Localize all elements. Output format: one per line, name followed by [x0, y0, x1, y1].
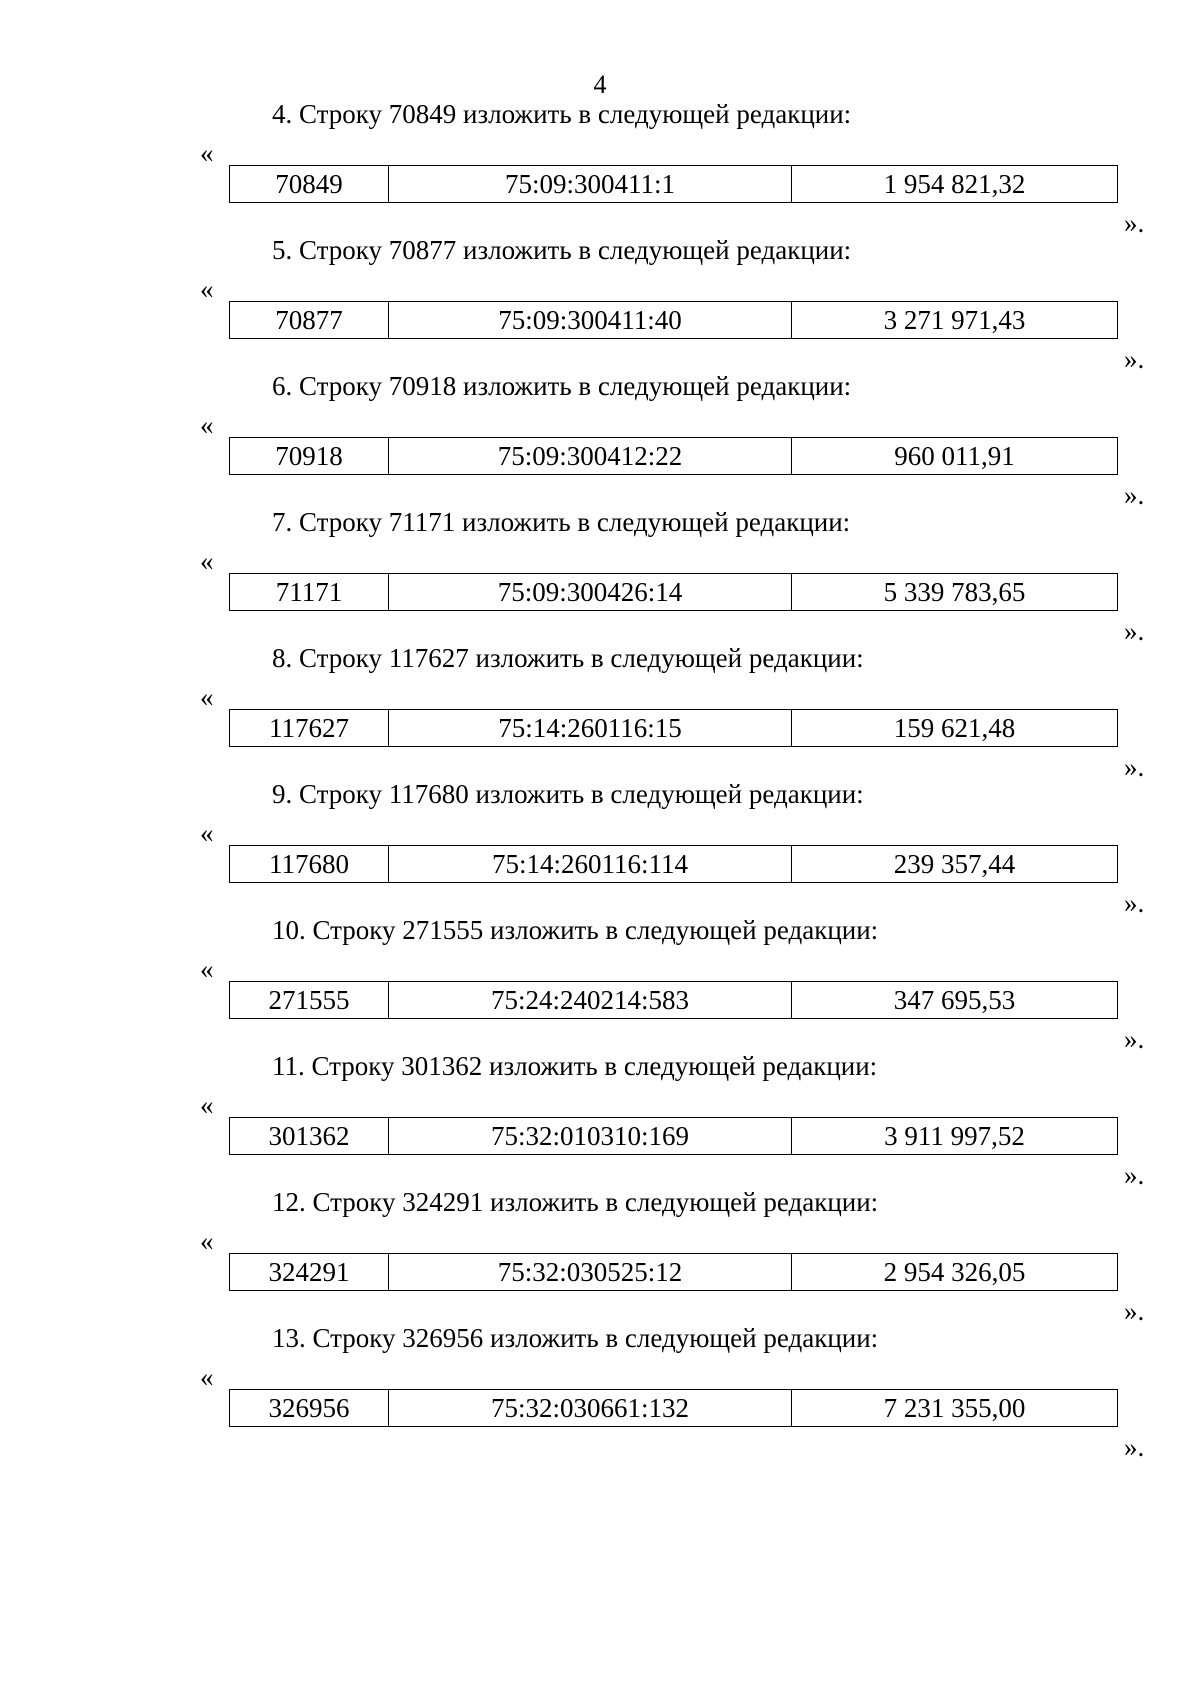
amendment-row-table: [229, 1253, 1118, 1291]
value-cell: 5 339 783,65: [792, 574, 1118, 611]
table-row: [230, 846, 1118, 883]
cadastral-number-cell: 75:32:010310:169: [389, 1118, 792, 1155]
amendment-row-table: [229, 981, 1118, 1019]
cadastral-number-cell: 75:32:030661:132: [389, 1390, 792, 1427]
cadastral-number-cell: 75:32:030525:12: [389, 1254, 792, 1291]
opening-quote: «: [200, 954, 214, 984]
cadastral-number-cell: 75:14:260116:114: [389, 846, 792, 883]
cadastral-number-cell: 75:09:300411:1: [389, 166, 792, 203]
amendment-item: [0, 234, 1200, 374]
amendment-instruction: 6. Строку 70918 изложить в следующей редакции:: [272, 371, 852, 401]
amendment-instruction: 9. Строку 117680 изложить в следующей редакции:: [272, 779, 864, 809]
value-cell: 2 954 326,05: [792, 1254, 1118, 1291]
table-row: [230, 302, 1118, 339]
value-cell: 7 231 355,00: [792, 1390, 1118, 1427]
amendment-item: [0, 778, 1200, 918]
row-number-cell: 70918: [230, 438, 389, 475]
opening-quote: «: [200, 1362, 214, 1392]
row-number-cell: 70877: [230, 302, 389, 339]
value-cell: 3 911 997,52: [792, 1118, 1118, 1155]
amendment-row-table: [229, 1389, 1118, 1427]
closing-quote: ».: [1124, 752, 1145, 782]
value-cell: 239 357,44: [792, 846, 1118, 883]
closing-quote: ».: [1124, 1160, 1145, 1190]
amendment-row-table: [229, 165, 1118, 203]
value-cell: 1 954 821,32: [792, 166, 1118, 203]
table-row: [230, 438, 1118, 475]
amendment-instruction: 13. Строку 326956 изложить в следующей редакции:: [272, 1323, 879, 1353]
opening-quote: «: [200, 410, 214, 440]
opening-quote: «: [200, 1090, 214, 1120]
closing-quote: ».: [1124, 1432, 1145, 1462]
value-cell: 347 695,53: [792, 982, 1118, 1019]
row-number-cell: 301362: [230, 1118, 389, 1155]
value-cell: 3 271 971,43: [792, 302, 1118, 339]
value-cell: 960 011,91: [792, 438, 1118, 475]
amendment-instruction: 5. Строку 70877 изложить в следующей редакции:: [272, 235, 852, 265]
amendment-item: [0, 506, 1200, 646]
opening-quote: «: [200, 818, 214, 848]
closing-quote: ».: [1124, 480, 1145, 510]
opening-quote: «: [200, 138, 214, 168]
amendment-row-table: [229, 709, 1118, 747]
cadastral-number-cell: 75:09:300426:14: [389, 574, 792, 611]
amendment-row-table: [229, 301, 1118, 339]
cadastral-number-cell: 75:09:300412:22: [389, 438, 792, 475]
amendment-item: [0, 98, 1200, 238]
row-number-cell: 326956: [230, 1390, 389, 1427]
cadastral-number-cell: 75:14:260116:15: [389, 710, 792, 747]
closing-quote: ».: [1124, 888, 1145, 918]
opening-quote: «: [200, 274, 214, 304]
table-row: [230, 982, 1118, 1019]
closing-quote: ».: [1124, 1024, 1145, 1054]
row-number-cell: 71171: [230, 574, 389, 611]
amendment-instruction: 10. Строку 271555 изложить в следующей редакции:: [272, 915, 879, 945]
amendments-list: [0, 98, 1200, 1462]
value-cell: 159 621,48: [792, 710, 1118, 747]
amendment-item: [0, 1050, 1200, 1190]
row-number-cell: 271555: [230, 982, 389, 1019]
table-row: [230, 574, 1118, 611]
amendment-item: [0, 642, 1200, 782]
row-number-cell: 117680: [230, 846, 389, 883]
table-row: [230, 1118, 1118, 1155]
page-number: 4: [593, 70, 607, 99]
amendment-item: [0, 1322, 1200, 1462]
amendment-row-table: [229, 573, 1118, 611]
amendment-instruction: 11. Строку 301362 изложить в следующей редакции:: [272, 1051, 878, 1081]
amendment-item: [0, 914, 1200, 1054]
amendment-row-table: [229, 1117, 1118, 1155]
row-number-cell: 324291: [230, 1254, 389, 1291]
row-number-cell: 117627: [230, 710, 389, 747]
amendment-item: [0, 370, 1200, 510]
amendment-instruction: 7. Строку 71171 изложить в следующей редакции:: [272, 507, 851, 537]
closing-quote: ».: [1124, 344, 1145, 374]
row-number-cell: 70849: [230, 166, 389, 203]
closing-quote: ».: [1124, 208, 1145, 238]
closing-quote: ».: [1124, 1296, 1145, 1326]
amendment-row-table: [229, 845, 1118, 883]
opening-quote: «: [200, 682, 214, 712]
amendment-instruction: 12. Строку 324291 изложить в следующей редакции:: [272, 1187, 879, 1217]
cadastral-number-cell: 75:24:240214:583: [389, 982, 792, 1019]
opening-quote: «: [200, 1226, 214, 1256]
amendment-item: [0, 1186, 1200, 1326]
opening-quote: «: [200, 546, 214, 576]
table-row: [230, 1254, 1118, 1291]
closing-quote: ».: [1124, 616, 1145, 646]
amendment-instruction: 4. Строку 70849 изложить в следующей редакции:: [272, 99, 852, 129]
amendment-instruction: 8. Строку 117627 изложить в следующей редакции:: [272, 643, 864, 673]
table-row: [230, 710, 1118, 747]
table-row: [230, 166, 1118, 203]
amendment-row-table: [229, 437, 1118, 475]
table-row: [230, 1390, 1118, 1427]
cadastral-number-cell: 75:09:300411:40: [389, 302, 792, 339]
